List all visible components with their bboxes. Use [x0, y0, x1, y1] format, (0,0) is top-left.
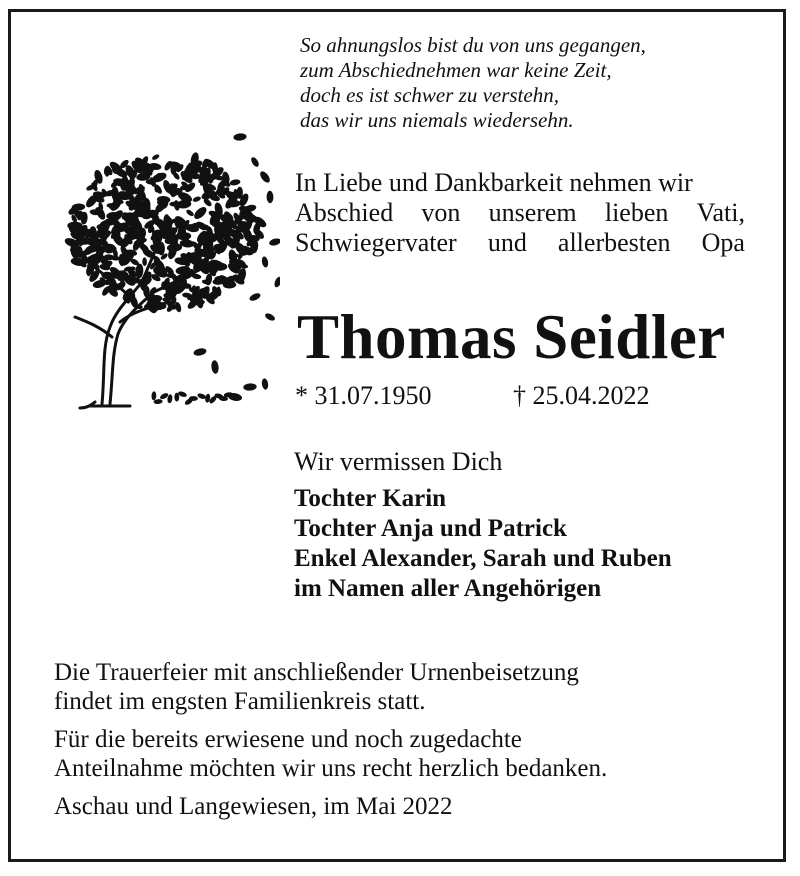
mourners-heading: Wir vermissen Dich: [294, 447, 503, 476]
thanks-line: Anteilnahme möchten wir uns recht herzlich bedanken.: [54, 755, 608, 782]
thanks-line: Für die bereits erwiesene und noch zugedachte: [54, 726, 522, 753]
mourner-line: Tochter Karin: [294, 485, 447, 512]
ceremony-notice: [54, 658, 607, 716]
poem-line: zum Abschiednehmen war keine Zeit,: [300, 58, 612, 82]
intro-line: [295, 228, 745, 258]
intro-word: lieben: [604, 198, 669, 227]
poem-line: doch es ist schwer zu verstehn,: [300, 83, 559, 107]
intro-word: unserem: [488, 198, 577, 227]
intro-word: und: [487, 228, 527, 257]
intro-word: Schwiegervater: [295, 228, 457, 257]
birth-date: * 31.07.1950: [295, 381, 432, 410]
thanks-notice: [54, 725, 607, 783]
poem-line: So ahnungslos bist du von uns gegangen,: [300, 33, 646, 57]
ceremony-line: Die Trauerfeier mit anschließender Urnenbeisetzung: [54, 659, 579, 686]
intro-word: Abschied: [295, 198, 394, 227]
death-date: † 25.04.2022: [513, 381, 650, 410]
intro-word: Vati,: [696, 198, 745, 227]
intro-word: von: [421, 198, 461, 227]
closing-text: [54, 658, 607, 830]
poem: [300, 33, 646, 133]
intro-word: In Liebe und Dankbarkeit nehmen wir: [295, 168, 693, 197]
mourner-line: Tochter Anja und Patrick: [294, 515, 567, 542]
intro-line: [295, 168, 745, 198]
deceased-name: Thomas Seidler: [297, 302, 726, 372]
mourners-list: [294, 484, 672, 604]
intro-word: allerbesten: [557, 228, 671, 257]
ceremony-line: findet im engsten Familienkreis statt.: [54, 688, 426, 715]
poem-line: das wir uns niemals wiedersehn.: [300, 108, 574, 132]
mourner-line: Enkel Alexander, Sarah und Ruben: [294, 545, 672, 572]
place-date: Aschau und Langewiesen, im Mai 2022: [54, 793, 453, 820]
intro-word: Opa: [701, 228, 745, 257]
mourner-line: im Namen aller Angehörigen: [294, 575, 602, 602]
intro-line: [295, 198, 745, 228]
windblown-tree-icon: [50, 122, 280, 412]
intro-text: [295, 168, 745, 258]
